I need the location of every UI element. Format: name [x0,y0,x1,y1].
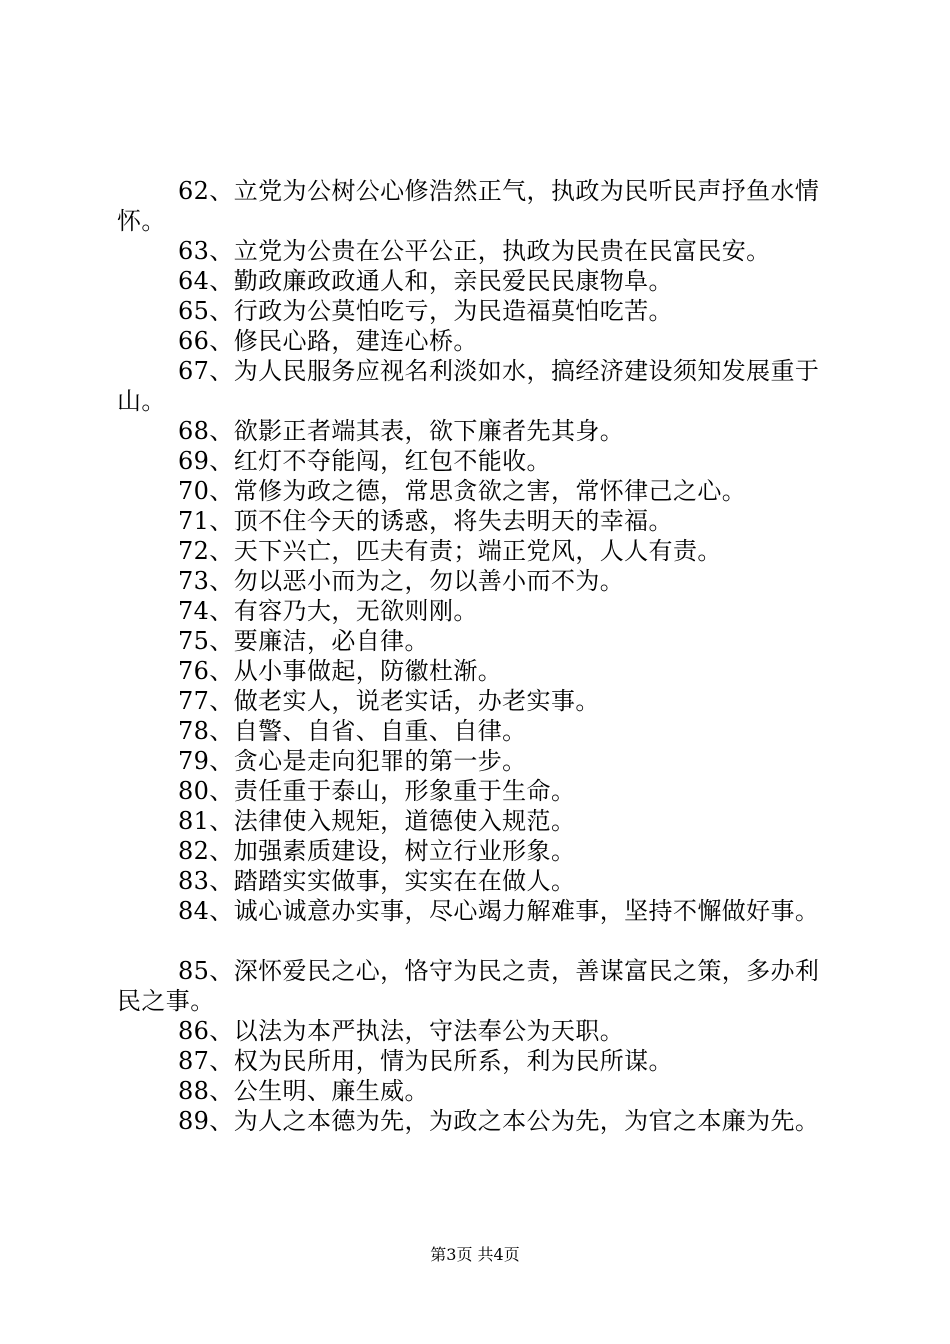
list-item: 83、踏踏实实做事，实实在在做人。 [178,867,576,895]
list-item: 68、欲影正者端其表，欲下廉者先其身。 [178,417,625,445]
list-item: 87、权为民所用，情为民所系，利为民所谋。 [178,1047,673,1075]
list-item: 88、公生明、廉生威。 [178,1077,429,1105]
list-item: 80、责任重于泰山，形象重于生命。 [178,777,576,805]
list-item: 73、勿以恶小而为之，勿以善小而不为。 [178,567,625,595]
page-number-footer: 第3页 共4页 [430,1245,520,1264]
list-item: 64、勤政廉政政通人和，亲民爱民民康物阜。 [178,267,673,295]
list-item: 77、做老实人，说老实话，办老实事。 [178,687,600,715]
list-item: 85、深怀爱民之心，恪守为民之责，善谋富民之策，多办利民之事。 [117,957,820,1015]
list-item: 79、贪心是走向犯罪的第一步。 [178,747,527,775]
list-item: 69、红灯不夺能闯，红包不能收。 [178,447,551,475]
list-item: 75、要廉洁，必自律。 [178,627,429,655]
list-item: 62、立党为公树公心修浩然正气，执政为民听民声抒鱼水情怀。 [117,177,820,235]
list-item: 76、从小事做起，防徽杜渐。 [178,657,503,685]
list-item: 71、顶不住今天的诱惑，将失去明天的幸福。 [178,507,673,535]
list-item: 78、自警、自省、自重、自律。 [178,717,527,745]
list-item: 63、立党为公贵在公平公正，执政为民贵在民富民安。 [178,237,771,265]
list-item: 66、修民心路，建连心桥。 [178,327,478,355]
list-item: 84、诚心诚意办实事，尽心竭力解难事，坚持不懈做好事。 [178,897,820,925]
list-item: 81、法律使入规矩，道德使入规范。 [178,807,576,835]
list-item: 82、加强素质建设，树立行业形象。 [178,837,576,865]
list-item: 74、有容乃大，无欲则刚。 [178,597,478,625]
list-item: 67、为人民服务应视名利淡如水，搞经济建设须知发展重于山。 [117,357,820,415]
list-item: 70、常修为政之德，常思贪欲之害，常怀律己之心。 [178,477,747,505]
list-item: 65、行政为公莫怕吃亏，为民造福莫怕吃苦。 [178,297,673,325]
document-body [117,176,837,1136]
list-item: 72、天下兴亡，匹夫有责；端正党风，人人有责。 [178,537,722,565]
list-item: 86、以法为本严执法，守法奉公为天职。 [178,1017,625,1045]
list-item: 89、为人之本德为先，为政之本公为先，为官之本廉为先。 [178,1107,820,1135]
